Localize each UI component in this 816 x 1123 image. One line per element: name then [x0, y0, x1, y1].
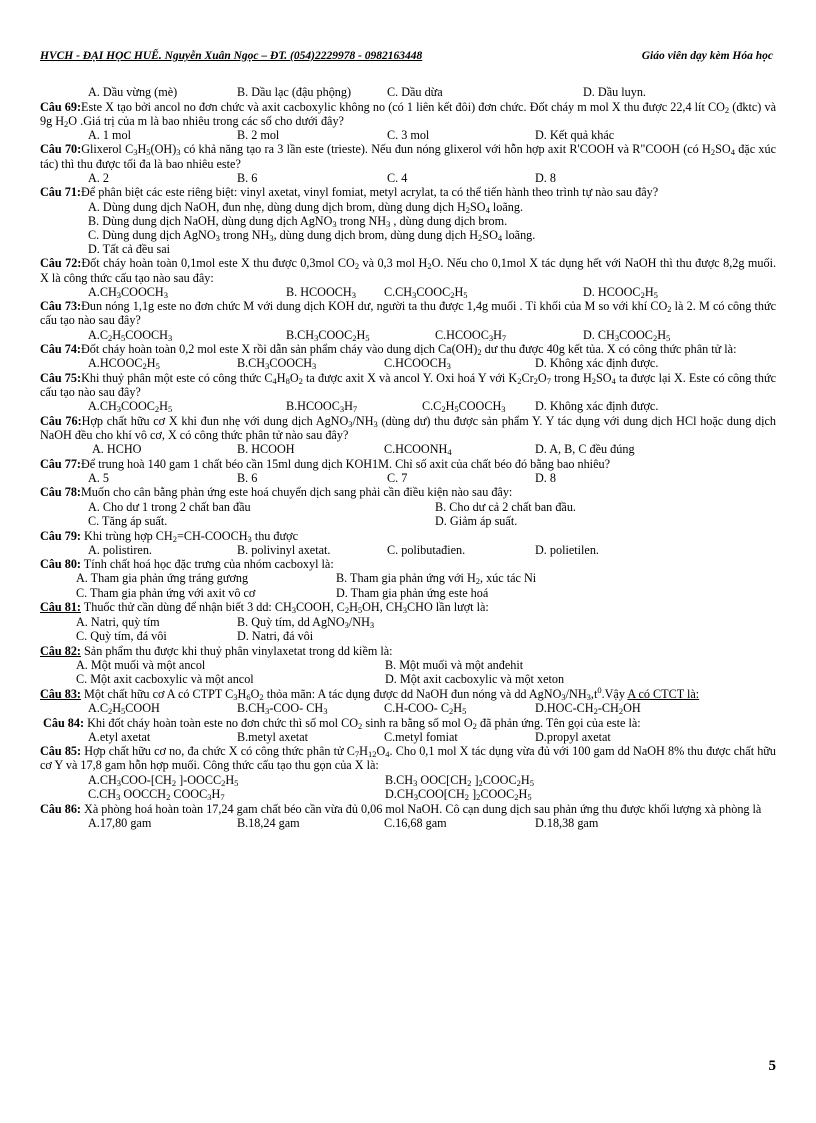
q84-options [40, 730, 776, 745]
q69-option-a: A. 1 mol [88, 127, 131, 142]
q82-options-row1 [40, 658, 776, 673]
q74-options [40, 356, 776, 371]
q76-option-b: B. HCOOH [237, 442, 295, 457]
question-85: Câu 85: Hợp chất hữu cơ no, đa chức X có công thức phân tử $C_7H_{12}O_4$. Cho 0,1 mol X tác dụng vừa đủ với 100 gam dd NaOH 8% thu được chất hữu cơ Y và 17,8 gam hỗn hợp muối. Công thức cấu tạo thu gọn của X là: [40, 744, 777, 773]
q79-option-b: B. polivinyl axetat. [237, 542, 331, 557]
q81-option-d: D. Natri, đá vôi [237, 629, 314, 644]
q81-option-c: C. Quỳ tím, đá vôi [76, 629, 167, 644]
question-74: Câu 74:Đốt cháy hoàn toàn 0,2 mol este X rồi dẫn sản phẩm cháy vào dung dịch $Ca(OH)_2$ dư thu được 40g kết tủa. X có công thức phân tử là: [40, 342, 737, 358]
q85-options-row1 [40, 773, 776, 788]
q75-option-d: D. Không xác định được. [535, 399, 659, 414]
q84-option-d: D.propyl axetat [535, 729, 611, 744]
q76-options [40, 442, 776, 457]
q77-option-a: A. 5 [88, 470, 109, 485]
q76-option-d: D. A, B, C đều đúng [535, 442, 635, 457]
q75-option-c: $C.C_2H_5COOCH_3$ [422, 399, 506, 415]
question-83: Câu 83: Một chất hữu cơ A có CTPT $C_3H_6O_2$ thỏa mãn: A tác dụng được dd NaOH đun nóng và dd $AgNO_3/NH_3,t^0.Vậy$ A có CTCT là: [40, 684, 700, 702]
q85-option-b: $B.CH_3$ $OOC[CH_2$ ]$_2COOC_2H_5$ [385, 772, 534, 788]
q76-option-c: $C.HCOONH_4$ [384, 442, 452, 458]
q73-option-b: $B.CH_3COOC_2H_5$ [286, 327, 370, 343]
q73-option-c: $C.HCOOC_3H_7$ [435, 327, 507, 343]
q79-option-a: A. polistiren. [88, 542, 152, 557]
q85-option-c: $C.CH_3$ $OOCCH_2$ $COOC_3H_7$ [88, 787, 225, 803]
q79-option-c: C. polibutađien. [387, 542, 466, 557]
q77-option-c: C. 7 [387, 470, 408, 485]
q85-option-a: $A.CH_3COO-[CH_2$ ]$-OOCC_2H_5$ [88, 772, 239, 788]
q73-options [40, 328, 776, 343]
q86-option-a: A.17,80 gam [88, 815, 152, 830]
question-75: Câu 75:Khi thuỷ phân một este có công thức $C_4H_8O_2$ ta được axit X và ancol Y. Oxi hoá Y với $K_2Cr_2O_7$ trong $H_2SO_4$ ta được lại X. Este có công thức cấu tạo nào sau đây? [40, 370, 777, 400]
question-73: Câu 73:Đun nóng 1,1g este no đơn chức M với dung dịch KOH dư, người ta thu được 1,4g muối . Tỉ khối của M so với khí $CO_2$ là 2. M có công thức cấu tạo nào sau đây? [40, 299, 776, 328]
q80-option-d: D. Tham gia phản ứng este hoá [336, 585, 489, 600]
q83-option-c: C.H-COO- $C_2H_5$ [384, 701, 467, 717]
question-72: Câu 72:Đốt cháy hoàn toàn 0,1mol este X thu được 0,3mol $CO_2$ và 0,3 mol $H_2O$. Nếu cho 0,1mol X tác dụng hết với NaOH thì thu được 8,2g muối. X là công thức cấu tạo nào sau đây: [40, 256, 777, 285]
page-number: 5 [768, 1058, 776, 1074]
q75-option-b: $B.HCOOC_3H_7$ [286, 399, 358, 415]
q73-option-d: D. $CH_3COOC_2H_5$ [583, 327, 671, 343]
q74-option-c: $C.HCOOCH_3$ [384, 356, 451, 372]
q78-options-row2 [40, 514, 776, 529]
q70-options [40, 171, 776, 186]
q70-option-c: C. 4 [387, 170, 408, 185]
q69-option-c: C. 3 mol [387, 127, 430, 142]
q70-option-b: B. 6 [237, 170, 258, 185]
question-69: Câu 69:Este X tạo bởi ancol no đơn chức và axit cacboxylic không no (có 1 liên kết đôi) đơn chức. Đốt cháy m mol X thu được 22,4 lít $CO_2$ (đktc) và 9g $H_2O$ .Giá trị của m là bao nhiêu trong các số cho dưới đây? [40, 99, 776, 129]
header-title: Giáo viên dạy kèm Hóa học [641, 50, 773, 62]
q75-options [40, 399, 776, 414]
q83-option-b: $B.CH_3-COO-$ $CH_3$ [237, 701, 328, 717]
document-body [40, 85, 776, 830]
question-81: Câu 81: Thuốc thử cần dùng để nhận biết 3 dd: $CH_3COOH$, $C_2H_5OH$, $CH_3CHO$ lần lượt là: [40, 600, 489, 616]
question-76: Câu 76:Hợp chất hữu cơ X khi đun nhẹ với dung dịch $AgNO_3/NH_3$ (dùng dư) thu được sản phẩm Y. Y tác dụng với dung dịch HCl hoặc dung dịch NaOH đều cho khí vô cơ, X có công thức phân tử nào sau đây? [40, 413, 777, 442]
question-70: Câu 70:Glixerol $C_3H_5(OH)_3$ có khả năng tạo ra 3 lần este (trieste). Nếu đun nóng glixerol với hỗn hợp axit R'COOH và R"COOH (có $H_2SO_4$ đặc xúc tác) thì thu được tối đa là bao nhiêu este? [40, 142, 776, 171]
q79-options [40, 543, 776, 558]
q86-option-c: C.16,68 gam [384, 815, 447, 830]
q75-option-a: $A.CH_3COOC_2H_5$ [88, 399, 173, 415]
q71-option-c: C. Dùng dung dịch AgNO$_3$ trong $NH_3$, dùng dung dịch brom, dùng dung dịch $H_2SO_4$ loãng. [88, 227, 536, 243]
q83-option-a: $A.C_2H_5COOH$ [88, 701, 160, 717]
q81-option-b: B. Quỳ tím, dd $AgNO_3/NH_3$ [237, 614, 375, 630]
question-82: Câu 82: Sản phẩm thu được khi thuỷ phân vinylaxetat trong dd kiềm là: [40, 643, 393, 658]
q74-option-a: $A.HCOOC_2H_5$ [88, 356, 160, 372]
q77-option-d: D. 8 [535, 470, 556, 485]
q77-option-b: B. 6 [237, 470, 258, 485]
header-author: HVCH - ĐẠI HỌC HUẾ. Nguyễn Xuân Ngọc – ĐT. (054)2229978 - 0982163448 [40, 50, 423, 62]
q72-option-b: B. $HCOOCH_3$ [286, 284, 356, 300]
q74-option-d: D. Không xác định được. [535, 356, 659, 371]
q86-options [40, 816, 776, 831]
q70-option-d: D. 8 [535, 170, 556, 185]
q72-option-c: $C.CH_3COOC_2H_5$ [384, 284, 468, 300]
q82-option-a: A. Một muối và một ancol [76, 657, 206, 672]
page-header [40, 50, 773, 68]
q84-option-b: B.metyl axetat [237, 729, 309, 744]
q71-option-d: D. Tất cả đều sai [88, 242, 171, 257]
q81-option-a: A. Natri, quỳ tím [76, 614, 160, 629]
q72-options [40, 285, 776, 300]
q68-option-c: C. Dầu dừa [387, 85, 443, 99]
q72-option-d: D. $HCOOC_2H_5$ [583, 284, 658, 300]
q85-options-row2 [40, 787, 776, 802]
q72-option-a: $A.CH_3COOCH_3$ [88, 284, 168, 300]
q71-option-b: B. Dùng dung dịch NaOH, dùng dung dịch AgNO$_3$ trong $NH_3$ , dùng dung dịch brom. [88, 213, 508, 229]
q83-options [40, 701, 776, 716]
q74-option-b: $B.CH_3COOCH_3$ [237, 356, 317, 372]
q69-option-d: D. Kết quả khác [535, 127, 615, 142]
q77-options [40, 471, 776, 486]
q68-option-d: D. Dầu luyn. [583, 85, 646, 99]
q79-option-d: D. polietilen. [535, 542, 599, 557]
question-71: Câu 71:Để phân biệt các este riêng biệt: vinyl axetat, vinyl fomiat, metyl acrylat, ta có thể tiến hành theo trình tự nào sau đây? [40, 185, 659, 200]
q84-option-c: C.metyl fomiat [384, 729, 458, 744]
q78-option-d: D. Giảm áp suất. [435, 514, 518, 529]
q78-option-a: A. Cho dư 1 trong 2 chất ban đầu [88, 499, 251, 514]
question-77: Câu 77:Để trung hoà 140 gam 1 chất béo cần 15ml dung dịch KOH1M. Chỉ số axit của chất béo đó bằng bao nhiêu? [40, 456, 610, 471]
q80-options-row1 [40, 571, 776, 586]
q80-option-c: C. Tham gia phản ứng với axit vô cơ [76, 585, 256, 600]
q82-option-d: D. Một axit cacboxylic và một xeton [385, 672, 565, 687]
q69-option-b: B. 2 mol [237, 127, 280, 142]
q82-option-c: C. Một axit cacboxylic và một ancol [76, 672, 254, 687]
q78-option-b: B. Cho dư cả 2 chất ban đầu. [435, 499, 576, 514]
q81-options-row1 [40, 615, 776, 630]
q81-options-row2 [40, 629, 776, 644]
q80-option-b: B. Tham gia phản ứng với $H_2$, xúc tác Ni [336, 571, 537, 587]
q86-option-b: B.18,24 gam [237, 815, 300, 830]
q70-option-a: A. 2 [88, 170, 109, 185]
q69-options [40, 128, 776, 143]
question-86: Câu 86: Xà phòng hoá hoàn toàn 17,24 gam chất béo cần vừa đủ 0,06 mol NaOH. Cô cạn dung dịch sau phản ứng thu được khối lượng xà phòng là [40, 801, 762, 816]
q71-option-a: A. Dùng dung dịch NaOH, đun nhẹ, dùng dung dịch brom, dùng dung dịch $H_2SO_4$ loãng. [88, 199, 524, 215]
q68-options [40, 85, 776, 100]
q73-option-a: $A.C_2H_5COOCH_3$ [88, 327, 173, 343]
q80-option-a: A. Tham gia phản ứng tráng gương [76, 571, 249, 586]
question-78: Câu 78:Muốn cho cân bằng phản ứng este hoá chuyển dịch sang phải cần điều kiện nào sau đây: [40, 485, 513, 500]
question-84: Câu 84: Khi đốt cháy hoàn toàn este no đơn chức thì số mol $CO_2$ sinh ra bằng số mol $O_2$ đã phản ứng. Tên gọi của este là: [43, 715, 641, 731]
q83-option-d: $D.HOC-CH_2-CH_2OH$ [535, 701, 641, 717]
q86-option-d: D.18,38 gam [535, 815, 599, 830]
q82-options-row2 [40, 672, 776, 687]
q85-option-d: $D.CH_3COO[CH_2$ ]$_2COOC_2H_5$ [385, 787, 532, 803]
q68-option-a: A. Dầu vừng (mè) [88, 85, 178, 99]
question-80: Câu 80: Tính chất hoá học đặc trưng của nhóm cacboxyl là: [40, 557, 334, 572]
question-79: Câu 79: Khi trùng hợp $CH_2=CH-COOCH_3$ thu được [40, 528, 298, 544]
q78-option-c: C. Tăng áp suất. [88, 514, 168, 529]
q84-option-a: A.etyl axetat [88, 729, 151, 744]
q76-option-a: A. HCHO [92, 442, 142, 457]
q80-options-row2 [40, 586, 776, 601]
q78-options-row1 [40, 500, 776, 515]
q82-option-b: B. Một muối và một anđehit [385, 657, 524, 672]
q68-option-b: B. Dầu lạc (đậu phộng) [237, 85, 352, 99]
